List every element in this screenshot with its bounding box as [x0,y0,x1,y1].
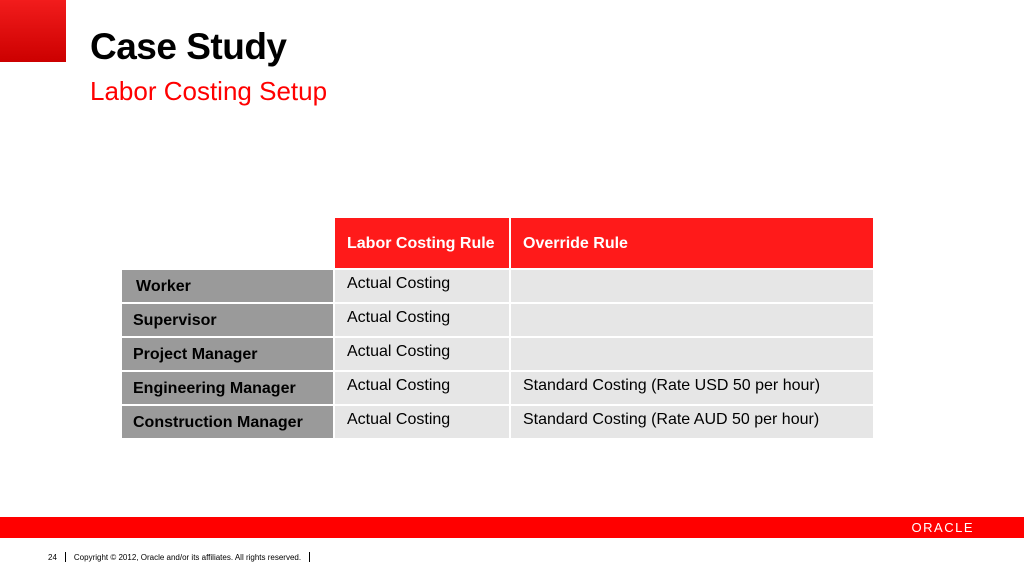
footer-divider [65,552,66,562]
row-label [122,336,333,370]
header-labor-costing-rule: Labor Costing Rule [333,218,509,268]
oracle-logo: ORACLE [911,520,974,535]
override-cell [509,302,873,336]
labor-costing-table [122,218,873,438]
table-row [122,404,873,438]
slide-title: Case Study [90,26,287,67]
row-label [122,404,333,438]
row-label [122,302,333,336]
slide-subtitle: Labor Costing Setup [90,76,328,106]
table-row [122,336,873,370]
row-label-text: Project Manager [133,346,258,363]
row-label [122,268,333,302]
row-label [122,370,333,404]
row-label-text: Supervisor [133,312,217,329]
table-header-blank [122,218,333,268]
footer-divider [309,552,310,562]
override-cell [509,336,873,370]
rule-cell: Actual Costing [333,302,509,336]
rule-cell: Actual Costing [333,404,509,438]
row-label-text: Worker [136,278,191,295]
table-row [122,268,873,302]
footer-brand-bar [0,517,1024,538]
rule-cell: Actual Costing [333,268,509,302]
corner-accent-block [0,0,66,62]
header-override-rule: Override Rule [509,218,873,268]
override-cell [509,268,873,302]
slide-footer [48,552,318,562]
table-header-row [122,218,873,268]
copyright-text: Copyright © 2012, Oracle and/or its affiliates. All rights reserved. [73,552,302,562]
override-cell: Standard Costing (Rate USD 50 per hour) [509,370,873,404]
row-label-text: Engineering Manager [133,380,296,397]
table-row [122,302,873,336]
override-cell: Standard Costing (Rate AUD 50 per hour) [509,404,873,438]
rule-cell: Actual Costing [333,336,509,370]
page-number: 24 [48,552,57,562]
rule-cell: Actual Costing [333,370,509,404]
row-label-text: Construction Manager [133,414,303,431]
table-row [122,370,873,404]
